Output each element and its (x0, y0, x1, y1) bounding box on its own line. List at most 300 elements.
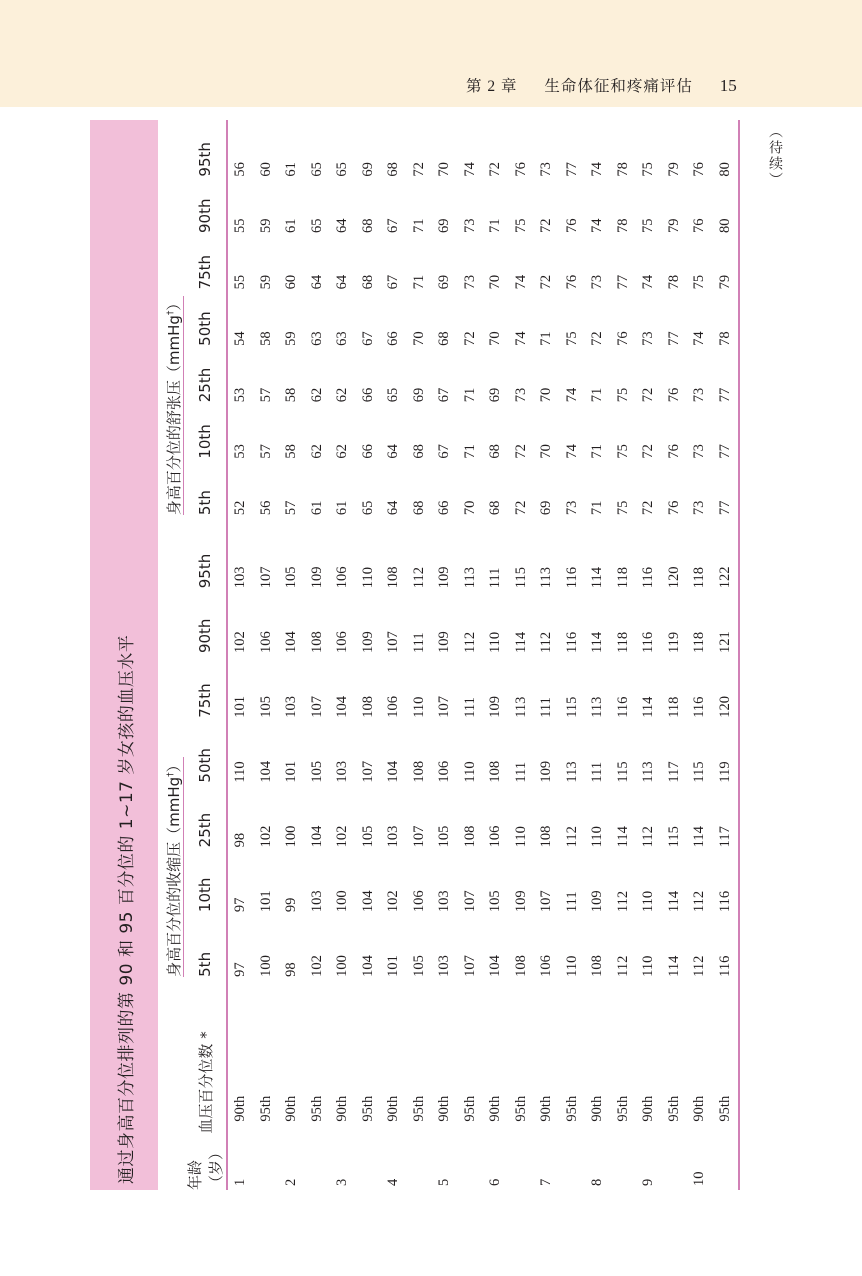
sbp-cell: 112 (691, 890, 708, 913)
dbp-cell: 80 (713, 177, 740, 233)
sbp-cell: 104 (385, 760, 402, 783)
dbp-cell: 78 (665, 274, 682, 290)
sbp-cell: 108 (487, 760, 504, 783)
dbp-col-header-5th: 5th (184, 459, 227, 515)
sbp-cell: 104 (359, 890, 376, 913)
dbp-cell: 72 (640, 444, 657, 459)
dbp-cell: 77 (713, 346, 740, 402)
sbp-cell: 108 (589, 955, 606, 977)
age-cell: 3 (334, 1178, 351, 1186)
sbp-cell: 104 (334, 696, 351, 718)
dbp-cell: 54 (232, 331, 249, 346)
dbp-group-header: 身高百分位的舒张压（mmHg†） (165, 295, 183, 516)
sbp-cell: 108 (308, 631, 325, 654)
sbp-cell: 110 (640, 955, 657, 977)
dbp-cell: 67 (385, 274, 402, 290)
table-row (432, 120, 458, 1190)
dbp-cell: 70 (538, 444, 555, 459)
sbp-cell: 106 (487, 825, 504, 848)
table-row (636, 120, 662, 1190)
dbp-cell: 75 (691, 274, 708, 290)
sbp-cell: 116 (691, 696, 708, 718)
sbp-cell: 100 (257, 955, 274, 977)
sbp-cell: 106 (410, 890, 427, 913)
dbp-cell: 75 (640, 218, 657, 233)
dbp-cell: 63 (308, 331, 325, 346)
sbp-cell: 116 (563, 567, 580, 589)
table-row (585, 120, 611, 1190)
dbp-cell: 73 (691, 500, 708, 516)
sbp-cell: 114 (589, 631, 606, 654)
dbp-cell: 74 (640, 274, 657, 290)
age-cell (611, 1134, 637, 1190)
table-row (458, 120, 484, 1190)
age-cell (254, 1134, 280, 1190)
dbp-cell: 52 (232, 500, 249, 516)
sbp-cell: 109 (359, 631, 376, 654)
dbp-cell: 77 (563, 162, 580, 177)
age-cell: 7 (538, 1178, 555, 1186)
sbp-cell: 104 (359, 955, 376, 977)
dbp-col-header-10th: 10th (184, 402, 227, 458)
sbp-cell: 113 (589, 696, 606, 718)
dbp-cell: 78 (614, 162, 631, 177)
sbp-cell: 101 (283, 760, 300, 783)
dbp-cell: 55 (232, 218, 249, 233)
sbp-cell: 97 (232, 962, 249, 977)
sbp-cell: 114 (640, 696, 657, 718)
sbp-cell: 105 (308, 760, 325, 783)
bp-table (158, 120, 740, 1190)
sbp-cell: 110 (512, 826, 529, 848)
dbp-cell: 61 (334, 500, 351, 516)
sbp-cell: 109 (436, 631, 453, 654)
sbp-cell: 111 (563, 891, 580, 913)
dbp-cell: 73 (691, 444, 708, 459)
chapter-title: 生命体征和疼痛评估 (544, 78, 693, 95)
dbp-cell: 65 (308, 218, 325, 233)
sbp-cell: 103 (436, 890, 453, 913)
sbp-cell: 103 (385, 825, 402, 848)
sbp-cell: 98 (283, 962, 300, 977)
dbp-cell: 67 (436, 387, 453, 403)
sbp-cell: 100 (334, 955, 351, 977)
sbp-cell: 115 (691, 761, 708, 783)
sbp-cell: 119 (713, 718, 740, 783)
dbp-cell: 78 (713, 289, 740, 345)
dbp-cell: 71 (589, 444, 606, 459)
dbp-cell: 58 (283, 444, 300, 459)
sbp-cell: 111 (487, 567, 504, 589)
sbp-col-header-10th: 10th (184, 847, 227, 912)
bp-percentile-cell: 90th (334, 1095, 351, 1122)
dbp-cell: 59 (257, 274, 274, 290)
age-cell (662, 1134, 688, 1190)
sbp-cell: 110 (563, 955, 580, 977)
sbp-cell: 112 (461, 631, 478, 654)
sbp-cell: 115 (665, 826, 682, 848)
sbp-cell: 106 (257, 631, 274, 654)
dbp-cell: 64 (308, 274, 325, 290)
dbp-cell: 70 (461, 500, 478, 516)
dbp-cell: 67 (436, 444, 453, 459)
dbp-cell: 70 (538, 387, 555, 403)
sbp-cell: 114 (614, 826, 631, 848)
dbp-cell: 75 (640, 162, 657, 177)
dbp-cell: 72 (512, 444, 529, 459)
sbp-cell: 107 (308, 696, 325, 718)
sbp-cell: 113 (538, 567, 555, 589)
dbp-cell: 72 (538, 218, 555, 233)
dbp-cell: 68 (436, 331, 453, 346)
sbp-cell: 102 (232, 631, 249, 654)
sbp-cell: 107 (436, 696, 453, 718)
bp-percentile-cell: 95th (308, 1095, 325, 1122)
dbp-cell: 70 (487, 274, 504, 290)
age-cell: 2 (283, 1178, 300, 1186)
dbp-cell: 79 (665, 162, 682, 177)
dbp-cell: 73 (640, 331, 657, 346)
sbp-cell: 98 (232, 832, 249, 848)
dbp-cell: 75 (614, 500, 631, 516)
bp-percentile-cell: 95th (359, 1095, 376, 1122)
dbp-cell: 76 (691, 218, 708, 233)
bp-percentile-cell: 90th (691, 1095, 708, 1122)
dbp-cell: 56 (232, 162, 249, 177)
sbp-cell: 113 (461, 567, 478, 589)
dbp-cell: 69 (436, 274, 453, 290)
sbp-cell: 120 (713, 653, 740, 718)
dbp-col-header-95th: 95th (184, 120, 227, 177)
dbp-cell: 61 (308, 500, 325, 516)
dbp-cell: 72 (640, 500, 657, 516)
dbp-cell: 58 (257, 331, 274, 346)
sbp-cell: 114 (691, 826, 708, 848)
dbp-cell: 64 (385, 444, 402, 459)
table-row (687, 120, 713, 1190)
dbp-cell: 56 (257, 500, 274, 516)
dbp-cell: 74 (589, 218, 606, 233)
sbp-cell: 107 (461, 890, 478, 913)
sbp-cell: 105 (257, 696, 274, 718)
dbp-cell: 66 (359, 444, 376, 459)
table-row (279, 120, 305, 1190)
bp-percentile-cell: 95th (614, 1095, 631, 1122)
sbp-cell: 100 (334, 890, 351, 913)
dbp-cell: 71 (461, 444, 478, 459)
dbp-cell: 74 (589, 162, 606, 177)
dbp-cell: 68 (410, 444, 427, 459)
table-row (254, 120, 280, 1190)
bp-percentile-cell: 90th (232, 1095, 249, 1122)
sbp-col-header-90th: 90th (184, 588, 227, 653)
dbp-cell: 74 (563, 387, 580, 403)
running-head (466, 74, 737, 96)
age-cell (560, 1134, 586, 1190)
dbp-cell: 62 (334, 387, 351, 403)
dbp-cell: 71 (589, 500, 606, 516)
sbp-col-header-50th: 50th (184, 718, 227, 783)
sbp-cell: 109 (436, 566, 453, 589)
sbp-cell: 116 (713, 912, 740, 977)
table-title: 通过身高百分位排列的第 90 和 95 百分位的 1~17 岁女孩的血压水平 (90, 120, 158, 1190)
sbp-cell: 105 (359, 825, 376, 848)
dbp-cell: 68 (487, 444, 504, 459)
dbp-cell: 69 (410, 387, 427, 403)
dbp-cell: 75 (563, 331, 580, 346)
sbp-cell: 103 (283, 696, 300, 718)
sbp-cell: 103 (334, 760, 351, 783)
dbp-cell: 74 (512, 331, 529, 346)
dbp-cell: 78 (614, 218, 631, 233)
sbp-group-header: 身高百分位的收缩压（mmHg†） (165, 757, 183, 977)
sbp-cell: 107 (410, 825, 427, 848)
dbp-cell: 74 (461, 162, 478, 177)
dbp-cell: 72 (512, 500, 529, 516)
sbp-cell: 107 (359, 760, 376, 783)
dbp-cell: 61 (283, 218, 300, 233)
sbp-cell: 101 (257, 890, 274, 913)
dbp-cell: 62 (308, 444, 325, 459)
sbp-cell: 118 (665, 696, 682, 718)
dbp-cell: 76 (563, 274, 580, 290)
dbp-cell: 66 (359, 387, 376, 403)
dbp-cell: 69 (436, 218, 453, 233)
sbp-cell: 106 (334, 566, 351, 589)
dbp-cell: 73 (461, 218, 478, 233)
table-row (227, 120, 254, 1190)
sbp-cell: 110 (640, 890, 657, 913)
sbp-cell: 116 (614, 696, 631, 718)
dbp-cell: 80 (713, 120, 740, 177)
sbp-cell: 109 (512, 890, 529, 913)
bp-percentile-cell: 95th (512, 1095, 529, 1122)
age-cell (509, 1134, 535, 1190)
dbp-cell: 76 (512, 162, 529, 177)
dbp-cell: 66 (385, 331, 402, 346)
dbp-cell: 68 (385, 162, 402, 177)
sbp-cell: 112 (538, 631, 555, 654)
dbp-cell: 66 (436, 500, 453, 516)
sbp-cell: 117 (665, 761, 682, 783)
bp-percentile-cell: 95th (257, 1095, 274, 1122)
dbp-cell: 70 (487, 331, 504, 346)
sbp-cell: 110 (410, 696, 427, 718)
dbp-cell: 68 (359, 274, 376, 290)
dbp-cell: 71 (538, 331, 555, 346)
dbp-cell: 58 (283, 387, 300, 403)
bp-percentile-cell: 95th (665, 1095, 682, 1122)
age-cell (407, 1134, 433, 1190)
sbp-cell: 119 (665, 631, 682, 654)
dbp-cell: 62 (334, 444, 351, 459)
sbp-cell: 116 (640, 567, 657, 589)
dbp-cell: 64 (334, 218, 351, 233)
dbp-cell: 70 (436, 162, 453, 177)
sbp-cell: 104 (308, 825, 325, 848)
sbp-cell: 108 (410, 760, 427, 783)
sbp-cell: 109 (308, 566, 325, 589)
dbp-cell: 71 (589, 387, 606, 403)
sbp-cell: 102 (257, 825, 274, 848)
dbp-cell: 77 (665, 331, 682, 346)
sbp-cell: 114 (665, 955, 682, 977)
sbp-cell: 97 (232, 897, 249, 913)
table-row (534, 120, 560, 1190)
dbp-cell: 69 (487, 387, 504, 403)
sbp-cell: 122 (713, 515, 740, 588)
dbp-cell: 68 (359, 218, 376, 233)
age-cell (305, 1134, 331, 1190)
sbp-cell: 103 (308, 890, 325, 913)
dbp-cell: 76 (691, 162, 708, 177)
dbp-cell: 57 (283, 500, 300, 516)
page-number: 15 (719, 76, 737, 95)
table-row (509, 120, 535, 1190)
sbp-cell: 104 (487, 955, 504, 977)
bp-percentile-cell: 90th (283, 1095, 300, 1122)
sbp-cell: 110 (461, 761, 478, 783)
dbp-cell: 55 (232, 274, 249, 290)
dbp-cell: 71 (487, 218, 504, 233)
table-row (381, 120, 407, 1190)
sbp-cell: 118 (691, 631, 708, 654)
sbp-cell: 115 (512, 567, 529, 589)
sbp-cell: 118 (614, 631, 631, 654)
sbp-cell: 102 (334, 825, 351, 848)
dbp-cell: 76 (614, 331, 631, 346)
table-row (662, 120, 688, 1190)
sbp-cell: 106 (538, 955, 555, 977)
sbp-cell: 102 (308, 955, 325, 977)
dbp-cell: 71 (461, 387, 478, 403)
bp-percentile-cell: 95th (461, 1095, 478, 1122)
dbp-cell: 68 (410, 500, 427, 516)
sbp-cell: 116 (640, 631, 657, 654)
sbp-cell: 103 (232, 566, 249, 589)
sbp-cell: 114 (665, 890, 682, 913)
sbp-cell: 120 (665, 566, 682, 589)
sbp-cell: 99 (283, 897, 300, 913)
sbp-cell: 100 (283, 825, 300, 848)
dbp-cell: 65 (334, 162, 351, 177)
age-cell: 10 (691, 1171, 708, 1186)
dbp-cell: 57 (257, 387, 274, 403)
dbp-cell: 74 (691, 331, 708, 346)
dbp-cell: 57 (257, 444, 274, 459)
age-header: 年龄（岁） (184, 1134, 227, 1190)
sbp-cell: 112 (614, 955, 631, 977)
dbp-col-header-90th: 90th (184, 177, 227, 233)
dbp-cell: 67 (359, 331, 376, 346)
dbp-cell: 77 (713, 402, 740, 458)
sbp-cell: 106 (334, 631, 351, 654)
dbp-cell: 67 (385, 218, 402, 233)
sbp-cell: 105 (410, 955, 427, 977)
sbp-cell: 112 (640, 826, 657, 848)
age-cell (356, 1134, 382, 1190)
age-cell: 6 (487, 1178, 504, 1186)
sbp-col-header-25th: 25th (184, 783, 227, 848)
dbp-cell: 74 (563, 444, 580, 459)
dbp-cell: 69 (538, 500, 555, 516)
dbp-cell: 60 (257, 162, 274, 177)
bp-percentile-cell: 95th (410, 1095, 427, 1122)
dbp-cell: 53 (232, 387, 249, 403)
dbp-cell: 77 (614, 274, 631, 290)
dbp-cell: 75 (614, 387, 631, 403)
dbp-cell: 71 (410, 274, 427, 290)
dbp-cell: 70 (410, 331, 427, 346)
sbp-cell: 111 (589, 761, 606, 783)
sbp-cell: 109 (589, 890, 606, 913)
chapter-label: 第 2 章 (466, 78, 518, 95)
age-cell (713, 1134, 740, 1190)
bp-percentile-cell: 90th (487, 1095, 504, 1122)
age-cell: 9 (640, 1178, 657, 1186)
bp-percentile-cell: 90th (538, 1095, 555, 1122)
sbp-col-header-95th: 95th (184, 515, 227, 588)
dbp-cell: 72 (538, 274, 555, 290)
dbp-cell: 71 (410, 218, 427, 233)
sbp-cell: 108 (385, 566, 402, 589)
age-cell (458, 1134, 484, 1190)
sbp-cell: 104 (283, 631, 300, 654)
table-row (356, 120, 382, 1190)
dbp-cell: 69 (359, 162, 376, 177)
dbp-cell: 72 (640, 387, 657, 403)
dbp-cell: 72 (461, 331, 478, 346)
table-row (713, 120, 740, 1190)
dbp-cell: 60 (283, 274, 300, 290)
sbp-cell: 116 (563, 631, 580, 654)
bp-percentile-cell: 90th (436, 1095, 453, 1122)
dbp-cell: 59 (283, 331, 300, 346)
dbp-cell: 79 (665, 218, 682, 233)
sbp-cell: 112 (563, 826, 580, 848)
dbp-col-header-75th: 75th (184, 233, 227, 289)
age-cell: 8 (589, 1178, 606, 1186)
sbp-cell: 107 (257, 566, 274, 589)
sbp-cell: 121 (713, 588, 740, 653)
dbp-cell: 73 (538, 162, 555, 177)
sbp-cell: 108 (512, 955, 529, 977)
dbp-cell: 74 (512, 274, 529, 290)
bp-percentile-header: 血压百分位数 * (184, 977, 227, 1134)
age-cell: 1 (232, 1178, 249, 1186)
sbp-cell: 110 (487, 631, 504, 654)
dbp-cell: 77 (713, 459, 740, 515)
sbp-cell: 118 (614, 567, 631, 589)
dbp-cell: 76 (563, 218, 580, 233)
bp-percentile-cell: 90th (640, 1095, 657, 1122)
sbp-cell: 116 (713, 847, 740, 912)
bp-percentile-cell: 95th (713, 977, 740, 1134)
table-row (560, 120, 586, 1190)
sbp-cell: 117 (713, 783, 740, 848)
age-cell: 5 (436, 1178, 453, 1186)
dbp-cell: 53 (232, 444, 249, 459)
bp-percentile-cell: 90th (385, 1095, 402, 1122)
sbp-cell: 109 (487, 696, 504, 718)
sbp-cell: 115 (614, 761, 631, 783)
sbp-cell: 110 (589, 826, 606, 848)
dbp-cell: 76 (665, 387, 682, 403)
bp-table-rotated (90, 120, 755, 1190)
sbp-cell: 113 (512, 696, 529, 718)
dbp-cell: 64 (334, 274, 351, 290)
sbp-cell: 112 (410, 567, 427, 589)
